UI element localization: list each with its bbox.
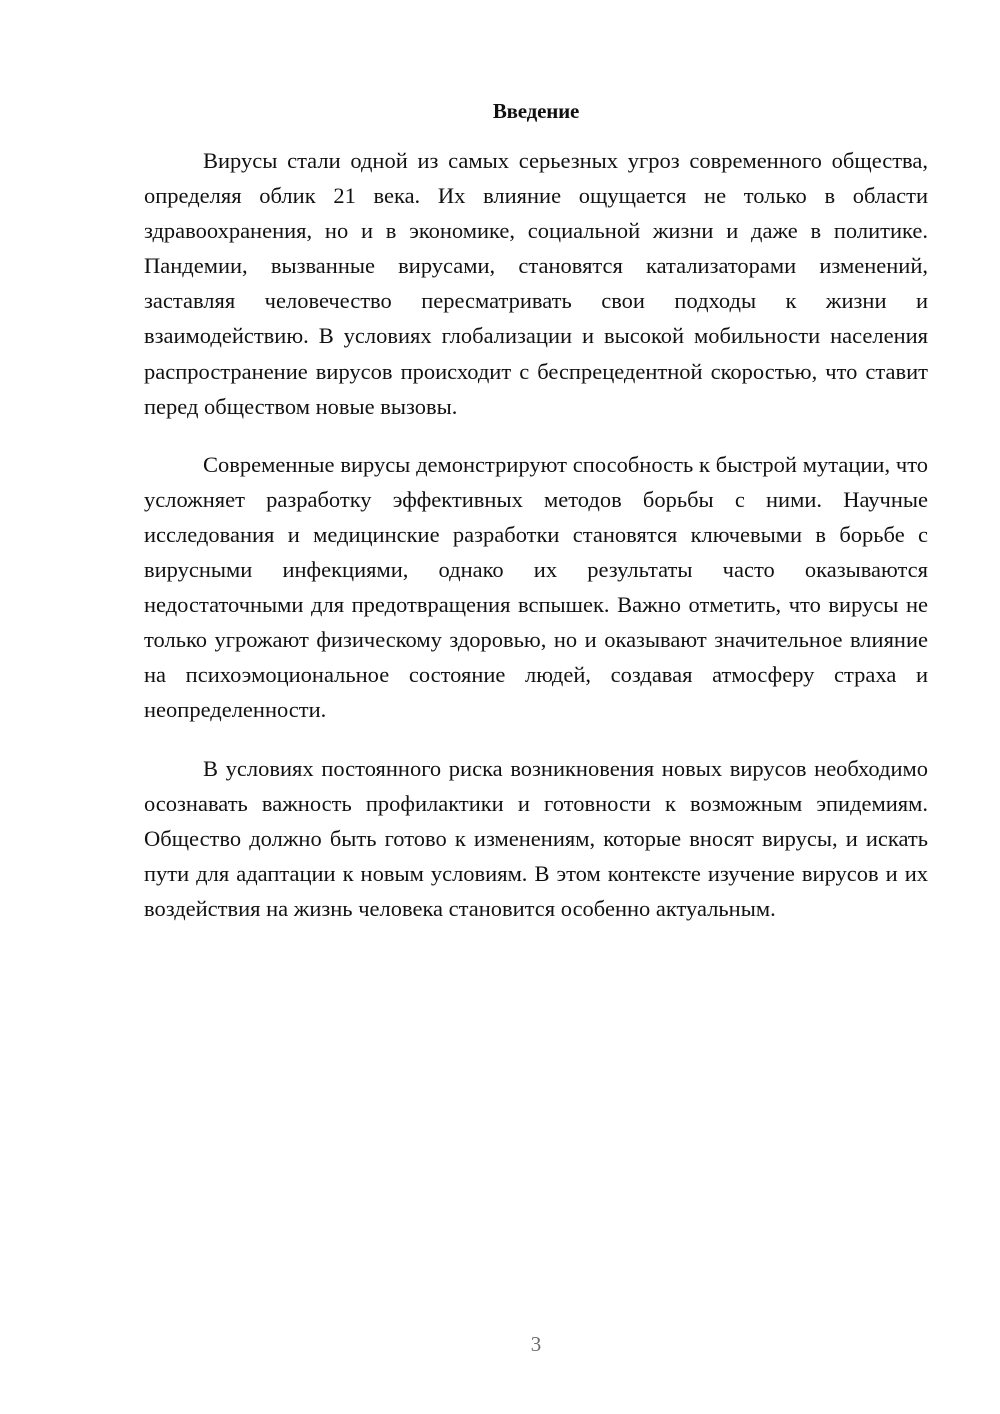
paragraph-1: Вирусы стали одной из самых серьезных угроз современного общества, определяя облик 21 века. Их влияние ощущается не только в области здравоохранения, но и в экономике, социальной жизни и даже в политике. Пандемии, вызванные вирусами, становятся катализаторами изменений, заставляя человечество пересматривать свои подходы к жизни и взаимодействию. В условиях глобализации и высокой мобильности населения распространение вирусов происходит с беспрецедентной скоростью, что ставит перед обществом новые вызовы. (144, 148, 928, 419)
paragraph-3: В условиях постоянного риска возникновения новых вирусов необходимо осознавать важность профилактики и готовности к возможным эпидемиям. Общество должно быть готово к изменениям, которые вносят вирусы, и искать пути для адаптации к новым условиям. В этом контексте изучение вирусов и их воздействия на жизнь человека становится особенно актуальным. (144, 755, 928, 921)
page-number: 3 (530, 1332, 542, 1356)
page-content (144, 95, 928, 949)
section-title: Введение (492, 99, 580, 123)
paragraph-2: Современные вирусы демонстрируют способность к быстрой мутации, что усложняет разработку эффективных методов борьбы с ними. Научные исследования и медицинские разработки становятся ключевыми в борьбе с вирусными инфекциями, однако их результаты часто оказываются недостаточными для предотвращения вспышек. Важно отметить, что вирусы не только угрожают физическому здоровью, но и оказывают значительное влияние на психоэмоциональное состояние людей, создавая атмосферу страха и неопределенности. (144, 451, 928, 723)
